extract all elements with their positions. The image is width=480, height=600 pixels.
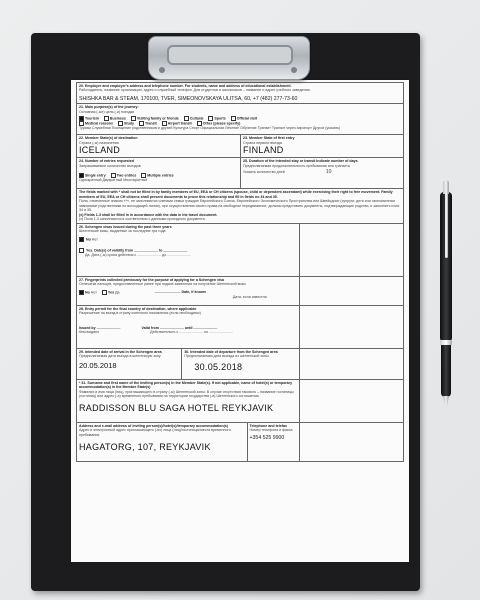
field-21-label-ru: Основная (-ые) цель (-и) поездки — [79, 109, 135, 114]
field-21-purpose — [76, 103, 404, 134]
address-label-ru: Адрес и электронный адрес приглашающего (-их) лица (лиц)/гостиницы/места временного пребывания — [79, 428, 231, 437]
field-20-value[interactable]: SHISHKA BAR & STEAM, 170100, TVER, SIMEONOVSKAYA ULITSA, 60, +7 (482) 277-73-60 — [79, 95, 298, 102]
fields-22-23 — [76, 134, 404, 157]
field-25-label-ru2: Указать количество дней — [243, 170, 285, 175]
field-20-label-ru: Работодатель, название организации, адрес и служебный телефон. Для студентов и школьников – название и адрес учебного заведения. — [79, 88, 311, 93]
visa-application-form — [71, 80, 409, 562]
field-30-label-ru: Предполагаемая дата выезда из шенгенской зоны — [184, 354, 269, 359]
purpose-tourism[interactable]: Tourism — [79, 116, 99, 121]
field-28-entry-permit — [76, 305, 404, 348]
official-use-area — [299, 224, 403, 276]
purpose-cultural[interactable]: Cultural — [184, 116, 204, 121]
checkbox-icon — [102, 290, 107, 295]
field-26-previous-visas — [76, 223, 404, 276]
field-27-label-ru: Отпечатки пальцев, предоставленные ранее при подаче заявления на получение Шенгенской визы — [79, 282, 246, 287]
purpose-official[interactable]: Official visit — [231, 116, 257, 121]
field-29-label: 29. Intended date of arrival in the Schengen area — [79, 349, 162, 354]
field-28-valid[interactable]: Valid from ........................ until ........................ — [141, 325, 218, 330]
entries-single[interactable]: Single entry — [79, 173, 106, 178]
field-26-yes-ru: Да. Дата (-ы) срока действия с ........................ до ........................ — [85, 252, 192, 257]
fields-24-25 — [76, 157, 404, 188]
field-26-label: 26. Schengen visas issued during the past three years — [79, 224, 172, 229]
field-26-yes[interactable]: Yes. Date(s) of validity from ........................ to ........................ — [79, 248, 297, 253]
field-27-no[interactable]: No Нет — [79, 290, 97, 295]
field-21-label: 21. Main purpose(s) of the journey: — [79, 105, 139, 110]
field-31-inviting — [76, 379, 404, 422]
notice-rule-en: (x) Fields 1-3 shall be filled in in accordance with the data in the travel document. — [79, 212, 218, 217]
clipboard-clip — [148, 36, 310, 80]
field-27-yes[interactable]: Yes Да — [102, 290, 120, 295]
notice-block — [76, 188, 404, 222]
field-23-label-ru: Страна первого въезда — [243, 140, 282, 145]
phone-label-ru: Номер телефона и факса — [249, 428, 293, 433]
field-27-date-ru: Дата, если известна — [232, 294, 267, 299]
field-26-label-ru: Шенгенские визы, выданные за последние три года — [79, 229, 166, 234]
field-28-issued-ru: Кем выдано — [79, 330, 100, 335]
entries-multiple[interactable]: Multiple entries — [141, 173, 173, 178]
field-24-options — [79, 173, 238, 182]
field-28-label: 28. Entry permit for the final country of destination, where applicable — [79, 306, 197, 311]
field-22-label-ru: Страна (-ы) назначения — [79, 140, 119, 145]
phone-value[interactable]: +354 525 9900 — [249, 434, 285, 441]
notice-ru: Поля, отмеченные знаком «*», не заполняются членами семьи граждан Европейского Союза, Европейского Экономического Пространства или Швейцарии (супруги, дети или экономически зависимые родственники по восходящей линии), при осуществлении своего права на свободное передвижение, должны представить документы, подтверждающие родство, и заполнить поля 34 и 35. — [79, 199, 400, 213]
field-30-value[interactable]: 30.05.2018 — [194, 361, 243, 372]
field-28-valid-ru: Действительно с ........................ по ........................ — [150, 330, 234, 335]
checkbox-checked-icon — [79, 237, 84, 242]
field-23-value[interactable]: FINLAND — [243, 145, 284, 156]
field-24-label: 24. Number of entries requested — [79, 159, 134, 164]
field-28-label-ru: Разрешение на въезд в страну конечного назначения (если необходимо) — [79, 311, 201, 316]
address-label: Address and e-mail address of inviting person(s)/hotel(s)/temporary accommodation(s) — [79, 423, 228, 428]
purpose-business[interactable]: Business — [104, 116, 126, 121]
purpose-medical[interactable]: Medical reasons — [79, 121, 113, 126]
address-phone — [76, 422, 404, 462]
purpose-study[interactable]: Study — [118, 121, 134, 126]
purpose-sports[interactable]: Sports — [208, 116, 225, 121]
field-20-label: 20. Employer and employer's address and telephone number. For students, name and address of educational establishment. — [79, 84, 292, 88]
pen — [440, 180, 452, 410]
field-31-label-ru: Фамилия и имя лица (лиц), приглашающего в страну (-ы) Шенгенской зоны. В случае отсутствия такового – название гостиницы (гостиниц) или адрес (-а) временного пребывания на территории государства (-в) Шенгенского соглашения. — [79, 389, 294, 399]
field-27-date: .......................... Date, if known — [154, 290, 206, 295]
field-25-label-ru: Предполагаемая продолжительность пребывания или транзита — [243, 163, 350, 168]
purpose-visiting[interactable]: Visiting family or friends — [131, 116, 179, 121]
purpose-transit[interactable]: Transit — [139, 121, 157, 126]
checkbox-checked-icon — [79, 290, 84, 295]
field-24-options-ru: Однократный Двукратный Многократный — [79, 178, 148, 183]
field-30-label: 30. Intended date of departure from the Schengen area — [184, 349, 278, 354]
field-29-label-ru: Предполагаемая дата въезда в шенгенскую зону — [79, 354, 161, 359]
field-28-issued[interactable]: Issued by ........................ — [79, 325, 121, 330]
field-21-options-ru: Туризм Служебная Посещение родственников и друзей Культура Спорт Официальная Лечение Обучение Транзит Транзит через аэропорт Другое (указать) — [79, 126, 341, 131]
purpose-other[interactable]: Other (please specify) — [197, 121, 241, 126]
field-26-no[interactable]: No Нет — [79, 237, 297, 242]
notice-en: The fields marked with * shall not be filled in by family members of EU, EEA or CH citizens (spouse, child or dependent ascendant) while exercising their right to free movement. Family members of EU, EEA or CH citizens shall present documents to prove this relationship and fill in fields no 34 and 35. — [79, 190, 393, 199]
purpose-airport-transit[interactable]: Airport transit — [162, 121, 192, 126]
field-20-employer — [76, 82, 404, 103]
field-22-value[interactable]: ICELAND — [79, 145, 121, 156]
field-27-label: 27. Fingerprints collected previously for the purpose of applying for a Schengen visa — [79, 277, 224, 282]
checkbox-icon — [79, 248, 84, 253]
address-value[interactable]: HAGATORG, 107, REYKJAVIK — [79, 442, 211, 453]
field-21-options — [79, 116, 401, 130]
field-25-value[interactable]: 10 — [325, 169, 332, 176]
field-23-label: 23. Member State of first entry — [243, 136, 295, 141]
field-22-label: 22. Member State(s) of destination — [79, 136, 138, 141]
phone-label: Telephone and telefax — [249, 423, 287, 428]
entries-two[interactable]: Two entries — [111, 173, 137, 178]
field-29-value[interactable]: 20.05.2018 — [79, 360, 117, 370]
field-27-fingerprints — [76, 276, 404, 305]
field-31-label: * 31. Surname and first name of the inviting person(s) in the Member State(s). If not applicable, name of hotel(s) or temporary accommodation(s) in the Member State(s) — [79, 380, 293, 390]
field-24-label-ru: Запрашиваемое количество въездов — [79, 163, 141, 168]
field-25-label: 25. Duration of the intended stay or transit Indicate number of days — [243, 159, 358, 164]
notice-rule-ru: (x) Поля 1-3 заполняются в соответствии с данными проездного документа. — [79, 217, 206, 222]
fields-29-30 — [76, 348, 404, 379]
field-31-value[interactable]: RADDISSON BLU SAGA HOTEL REYKJAVIK — [79, 402, 274, 413]
